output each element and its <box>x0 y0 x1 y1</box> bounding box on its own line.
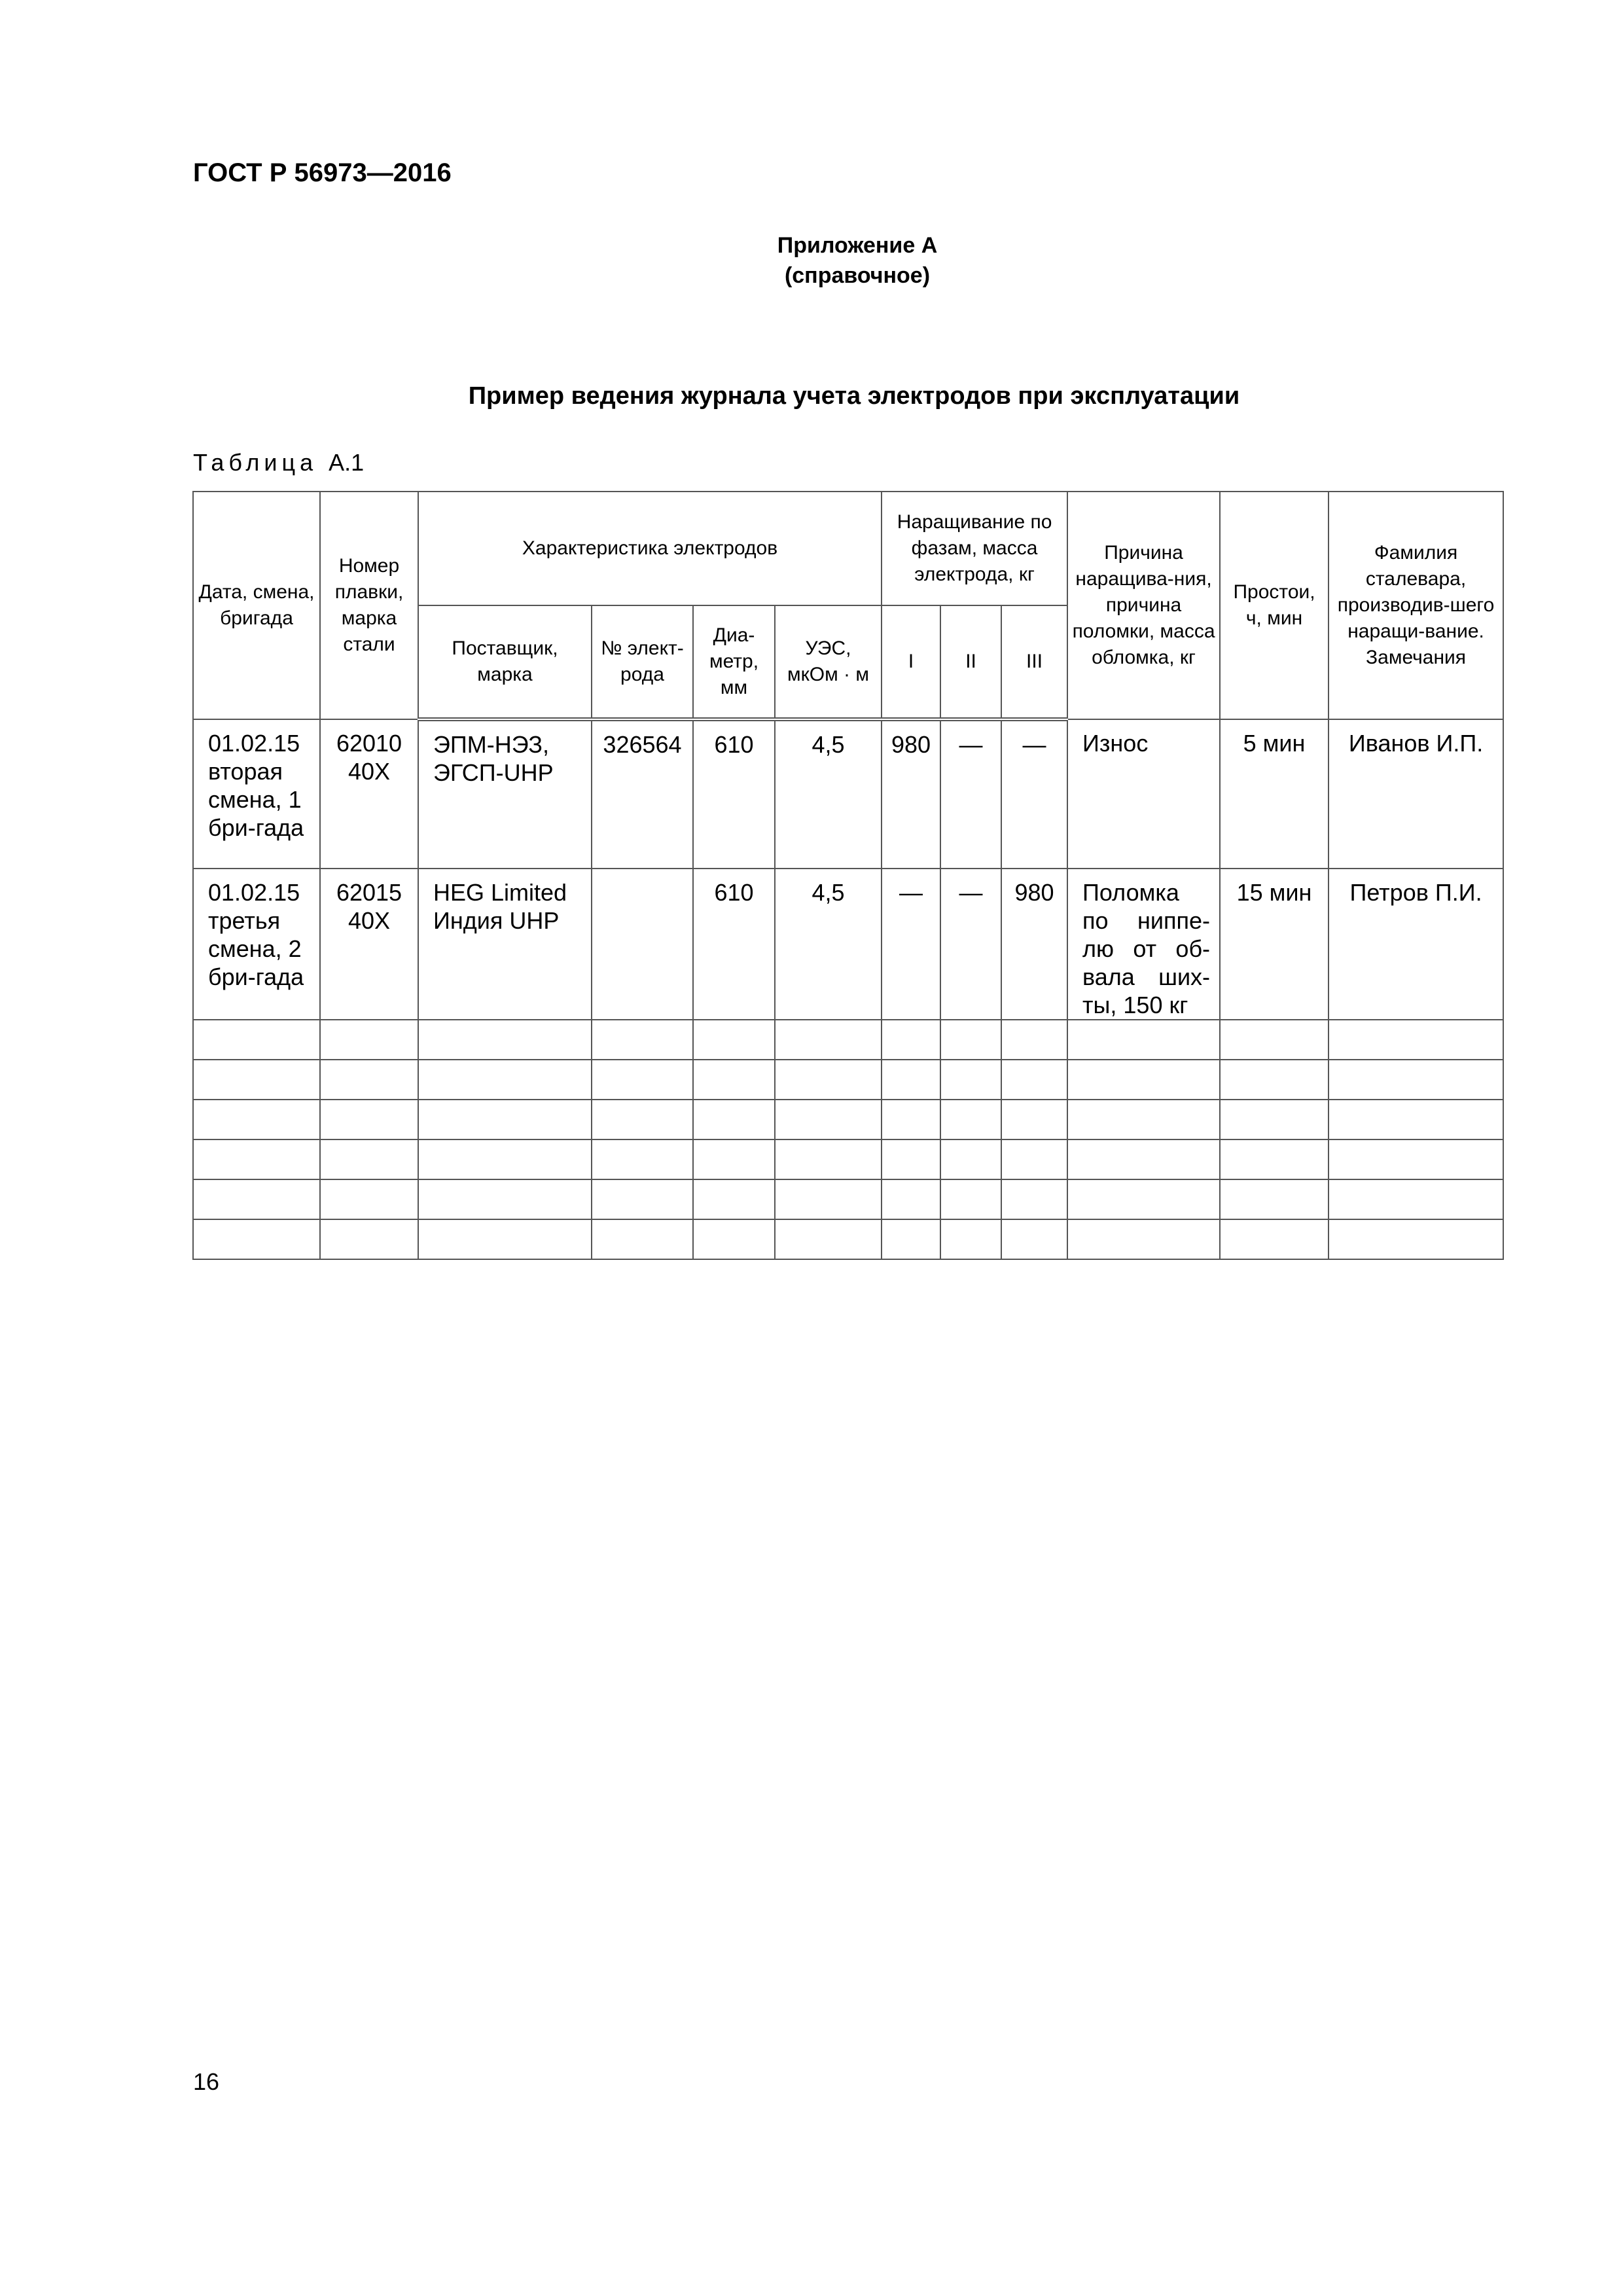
empty-cell <box>1001 1179 1067 1219</box>
empty-cell <box>940 1179 1001 1219</box>
empty-cell <box>1329 1060 1503 1100</box>
header-diameter: Диа-метр, мм <box>693 605 775 719</box>
cell-ues: 4,5 <box>775 719 882 869</box>
table-header-row-1 <box>193 492 1503 605</box>
empty-cell <box>1220 1139 1329 1179</box>
page-number: 16 <box>193 2068 220 2095</box>
empty-table-row <box>193 1100 1503 1139</box>
header-phase-2: II <box>940 605 1001 719</box>
header-supplier: Поставщик, марка <box>418 605 592 719</box>
empty-cell <box>320 1060 418 1100</box>
cell-phase-3: — <box>1001 719 1067 869</box>
header-date: Дата, смена, бригада <box>193 492 320 719</box>
cell-ues: 4,5 <box>775 869 882 1020</box>
empty-cell <box>193 1100 320 1139</box>
empty-cell <box>882 1139 940 1179</box>
empty-cell <box>320 1179 418 1219</box>
empty-cell <box>1067 1179 1220 1219</box>
cell-phase-2: — <box>940 869 1001 1020</box>
empty-cell <box>1220 1100 1329 1139</box>
header-ues: УЭС, мкОм · м <box>775 605 882 719</box>
empty-table-row <box>193 1219 1503 1259</box>
document-code: ГОСТ Р 56973—2016 <box>193 158 452 187</box>
empty-cell <box>193 1060 320 1100</box>
empty-cell <box>940 1060 1001 1100</box>
table-caption <box>193 449 364 476</box>
header-phases: Наращивание по фазам, масса электрода, кг <box>882 492 1067 605</box>
empty-cell <box>1001 1060 1067 1100</box>
empty-cell <box>882 1219 940 1259</box>
cell-downtime: 5 мин <box>1220 719 1329 869</box>
cell-supplier-grade: ЭПМ-НЭЗ, ЭГСП-UHP <box>418 719 592 869</box>
empty-cell <box>1329 1139 1503 1179</box>
empty-cell <box>1220 1060 1329 1100</box>
empty-cell <box>592 1139 693 1179</box>
empty-cell <box>882 1100 940 1139</box>
empty-cell <box>193 1139 320 1179</box>
appendix-heading <box>0 230 1623 291</box>
cell-supplier-grade: HEG Limited Индия UHP <box>418 869 592 1020</box>
empty-table-row <box>193 1139 1503 1179</box>
empty-cell <box>940 1100 1001 1139</box>
header-heat: Номер плавки, марка стали <box>320 492 418 719</box>
cell-downtime: 15 мин <box>1220 869 1329 1020</box>
cell-reason: Поломка по ниппе-лю от об-вала ших-ты, 150 кг <box>1067 869 1220 1020</box>
empty-cell <box>775 1100 882 1139</box>
empty-cell <box>1329 1100 1503 1139</box>
empty-cell <box>592 1219 693 1259</box>
empty-cell <box>592 1179 693 1219</box>
empty-cell <box>1329 1179 1503 1219</box>
empty-cell <box>940 1219 1001 1259</box>
empty-cell <box>693 1020 775 1060</box>
empty-cell <box>693 1219 775 1259</box>
empty-cell <box>320 1100 418 1139</box>
cell-electrode-no: 326564 <box>592 719 693 869</box>
empty-cell <box>320 1020 418 1060</box>
empty-cell <box>592 1020 693 1060</box>
empty-cell <box>775 1020 882 1060</box>
empty-cell <box>1220 1020 1329 1060</box>
empty-cell <box>418 1020 592 1060</box>
empty-cell <box>1067 1020 1220 1060</box>
empty-cell <box>193 1219 320 1259</box>
empty-cell <box>775 1179 882 1219</box>
electrode-log-table-wrapper <box>192 491 1503 1260</box>
empty-cell <box>193 1179 320 1219</box>
empty-table-row <box>193 1020 1503 1060</box>
section-title: Пример ведения журнала учета электродов при эксплуатации <box>468 382 1240 410</box>
cell-phase-2: — <box>940 719 1001 869</box>
cell-diameter: 610 <box>693 869 775 1020</box>
empty-cell <box>418 1139 592 1179</box>
empty-cell <box>940 1020 1001 1060</box>
empty-cell <box>882 1020 940 1060</box>
empty-cell <box>418 1179 592 1219</box>
empty-cell <box>592 1100 693 1139</box>
empty-cell <box>882 1179 940 1219</box>
table-row <box>193 719 1503 869</box>
empty-cell <box>320 1219 418 1259</box>
header-electrode-no: № элект-рода <box>592 605 693 719</box>
empty-cell <box>693 1179 775 1219</box>
empty-cell <box>1067 1139 1220 1179</box>
cell-date-shift: 01.02.15 третья смена, 2 бри-гада <box>193 869 320 1020</box>
empty-cell <box>1001 1100 1067 1139</box>
cell-diameter: 610 <box>693 719 775 869</box>
empty-cell <box>775 1219 882 1259</box>
header-reason: Причина наращива-ния, причина поломки, масса обломка, кг <box>1067 492 1220 719</box>
empty-cell <box>193 1020 320 1060</box>
header-downtime: Простои, ч, мин <box>1220 492 1329 719</box>
cell-electrode-no <box>592 869 693 1020</box>
cell-heat-grade: 62015 40Х <box>320 869 418 1020</box>
cell-phase-1: — <box>882 869 940 1020</box>
empty-cell <box>320 1139 418 1179</box>
empty-cell <box>1329 1020 1503 1060</box>
empty-cell <box>693 1100 775 1139</box>
cell-phase-3: 980 <box>1001 869 1067 1020</box>
table-row <box>193 869 1503 1020</box>
empty-cell <box>693 1060 775 1100</box>
empty-cell <box>418 1100 592 1139</box>
empty-cell <box>1001 1139 1067 1179</box>
header-electrode-char: Характеристика электродов <box>418 492 882 605</box>
table-caption-number: А.1 <box>329 449 365 476</box>
cell-steelmaker: Петров П.И. <box>1329 869 1503 1020</box>
empty-cell <box>775 1060 882 1100</box>
empty-cell <box>418 1060 592 1100</box>
cell-phase-1: 980 <box>882 719 940 869</box>
empty-cell <box>882 1060 940 1100</box>
cell-reason: Износ <box>1067 719 1220 869</box>
empty-table-row <box>193 1179 1503 1219</box>
empty-cell <box>1067 1219 1220 1259</box>
empty-cell <box>693 1139 775 1179</box>
empty-cell <box>592 1060 693 1100</box>
empty-cell <box>1220 1179 1329 1219</box>
header-phase-1: I <box>882 605 940 719</box>
empty-cell <box>1067 1100 1220 1139</box>
cell-date-shift: 01.02.15 вторая смена, 1 бри-гада <box>193 719 320 869</box>
header-phase-3: III <box>1001 605 1067 719</box>
appendix-title: Приложение А <box>777 233 938 258</box>
empty-cell <box>940 1139 1001 1179</box>
cell-heat-grade: 62010 40Х <box>320 719 418 869</box>
empty-cell <box>1001 1020 1067 1060</box>
empty-cell <box>1329 1219 1503 1259</box>
cell-steelmaker: Иванов И.П. <box>1329 719 1503 869</box>
empty-cell <box>1067 1060 1220 1100</box>
electrode-log-table <box>192 491 1504 1260</box>
header-steelmaker: Фамилия сталевара, производив-шего наращи-вание. Замечания <box>1329 492 1503 719</box>
empty-cell <box>418 1219 592 1259</box>
appendix-subtitle: (справочное) <box>784 263 931 288</box>
empty-cell <box>1220 1219 1329 1259</box>
empty-table-row <box>193 1060 1503 1100</box>
empty-cell <box>1001 1219 1067 1259</box>
empty-cell <box>775 1139 882 1179</box>
table-caption-label: Таблица <box>193 449 318 476</box>
